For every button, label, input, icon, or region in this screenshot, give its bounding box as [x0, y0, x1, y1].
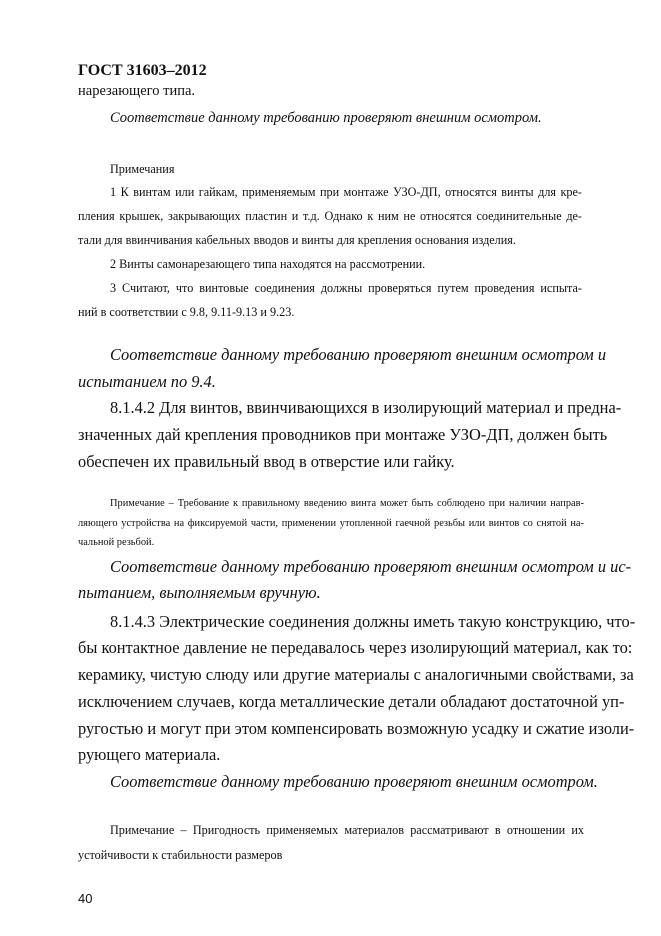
doc-code-header: ГОСТ 31603–2012 [78, 62, 207, 79]
compliance-statement: пытанием, выполняемым вручную. [78, 583, 321, 602]
section-text: бы контактное давление не передавалось через изолирующий материал, как то: [78, 638, 633, 657]
compliance-statement: испытанием по 9.4. [78, 372, 216, 391]
note-line: Примечание – Пригодность применяемых материалов рассматривают в отношении их [110, 823, 584, 837]
section-text: ругостью и могут при этом компенсировать возможную усадку и сжатие изоли- [78, 719, 635, 738]
page-number: 40 [78, 891, 93, 906]
note-line: ляющего устройства на фиксируемой части, применении утопленной гаечной резьбы или винтов со снятой на- [78, 518, 584, 529]
text-line: нарезающего типа. [78, 83, 196, 99]
section-text: обеспечен их правильный ввод в отверстие или гайку. [78, 452, 455, 471]
note-line: устойчивости к стабильности размеров [78, 848, 283, 862]
note-line: Примечание – Требование к правильному введению винта может быть соблюдено при наличии направ- [110, 498, 584, 509]
notes-title: Примечания [110, 162, 175, 176]
section-text: 8.1.4.2 Для винтов, ввинчивающихся в изолирующий материал и предна- [110, 398, 622, 417]
section-text: исключением случаев, когда металлические детали обладают достаточной уп- [78, 692, 625, 711]
note-line: ний в соответствии с 9.8, 9.11-9.13 и 9.23. [78, 305, 295, 319]
section-text: значенных дай крепления проводников при монтаже УЗО-ДП, должен быть [78, 425, 608, 444]
note-line: чальной резьбой. [78, 537, 155, 548]
compliance-statement: Соответствие данному требованию проверяют внешним осмотром и ис- [110, 557, 632, 576]
compliance-statement: Соответствие данному требованию проверяют внешним осмотром. [110, 772, 598, 791]
compliance-statement: Соответствие данному требованию проверяют внешним осмотром и [110, 345, 607, 364]
section-text: керамику, чистую слюду или другие материалы с аналогичными свойствами, за [78, 665, 634, 684]
compliance-statement: Соответствие данному требованию проверяют внешним осмотром. [110, 110, 542, 126]
note-line: 2 Винты самонарезающего типа находятся на рассмотрении. [110, 257, 426, 271]
note-line: пления крышек, закрывающих пластин и т.д. Однако к ним не относятся соединительные де- [78, 209, 582, 223]
section-text: рующего материала. [78, 745, 221, 764]
note-line: 3 Считают, что винтовые соединения должны проверяться путем проведения испыта- [110, 281, 582, 295]
section-text: 8.1.4.3 Электрические соединения должны иметь такую конструкцию, что- [110, 612, 636, 631]
note-line: тали для ввинчивания кабельных вводов и винты для крепления основания изделия. [78, 233, 516, 247]
note-line: 1 К винтам или гайкам, применяемым при монтаже УЗО-ДП, относятся винты для кре- [110, 185, 582, 199]
